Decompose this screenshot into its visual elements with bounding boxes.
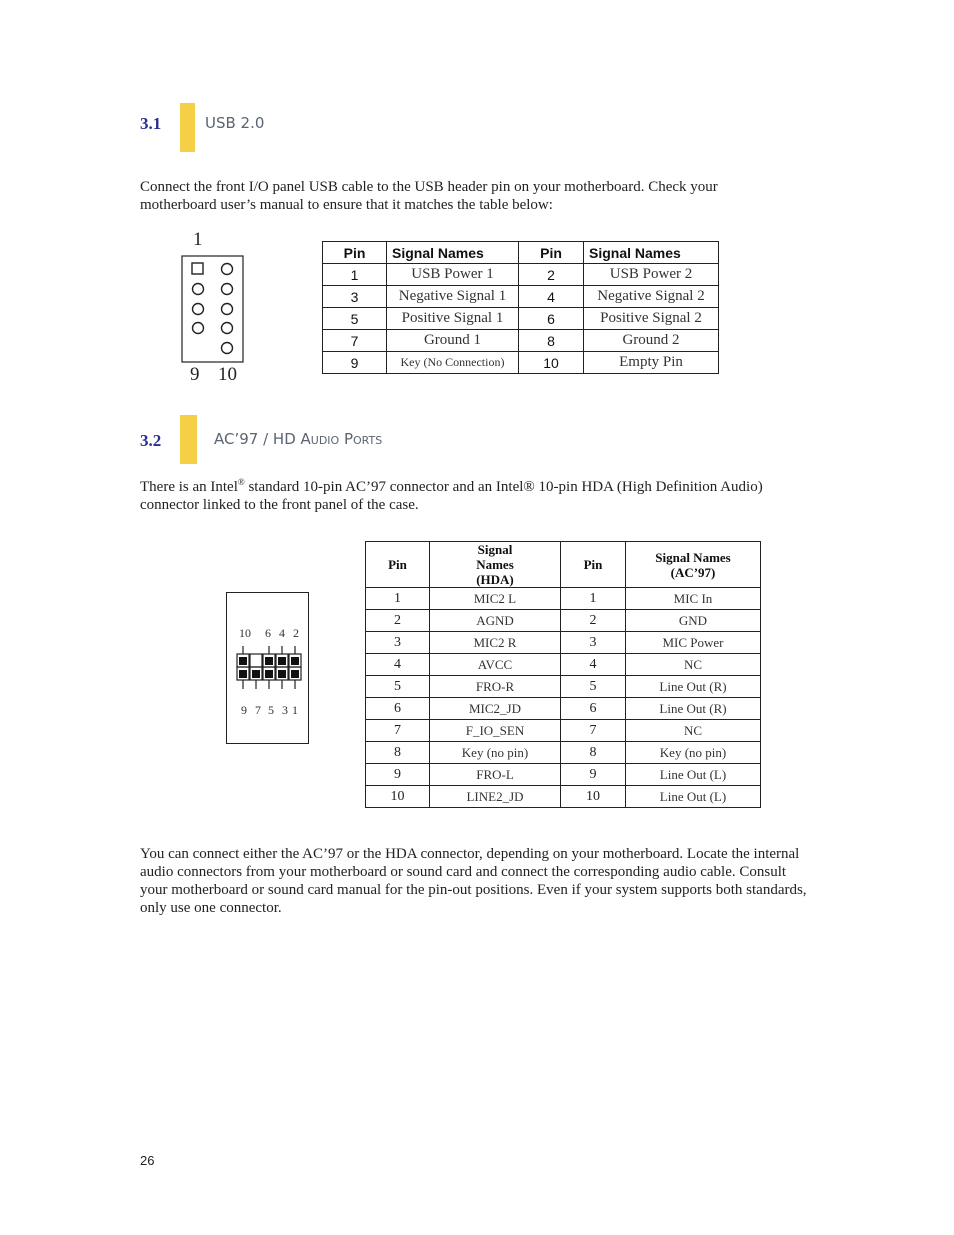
audio-pin-4 <box>278 657 286 665</box>
pin-cell: 8 <box>366 742 430 764</box>
para1-part-a: There is an Intel <box>140 479 238 495</box>
audio-pin-10 <box>239 657 247 665</box>
pin-cell: 5 <box>561 676 626 698</box>
usb-header-pin-10-label: 10 <box>218 364 237 385</box>
para1-part-b: standard 10-pin AC’97 connector and an Intel® 10-pin HDA (High Definition Audio) connector linked to the front panel of the case. <box>140 479 763 513</box>
audio-header-pins <box>236 646 304 690</box>
pin-cell: 5 <box>366 676 430 698</box>
pin-cell: 8 <box>519 330 584 352</box>
signal-cell: MIC2 L <box>430 588 561 610</box>
pin-cell: 9 <box>323 352 387 374</box>
audio-pin-6 <box>265 657 273 665</box>
signal-cell: Empty Pin <box>584 352 719 374</box>
pin-cell: 10 <box>561 786 626 808</box>
pin-cell: 7 <box>561 720 626 742</box>
section-3-1-title: USB 2.0 <box>205 114 265 132</box>
audio-pin-label-top: 10 <box>239 626 251 640</box>
signal-cell: Negative Signal 1 <box>387 286 519 308</box>
table-row <box>323 352 719 374</box>
pin-cell: 6 <box>519 308 584 330</box>
audio-pin-label-bottom: 5 <box>268 703 274 717</box>
section-3-2-title-prefix: AC’97 / HD <box>214 430 301 448</box>
signal-cell: Ground 1 <box>387 330 519 352</box>
pin-cell: 2 <box>519 264 584 286</box>
signal-cell: USB Power 2 <box>584 264 719 286</box>
pin-cell: 3 <box>561 632 626 654</box>
audio-pin-9 <box>239 670 247 678</box>
column-header-pin: Pin <box>561 542 626 588</box>
audio-pin-label-top: 4 <box>279 626 285 640</box>
pin-cell: 1 <box>323 264 387 286</box>
signal-cell: Positive Signal 2 <box>584 308 719 330</box>
pin-cell: 4 <box>519 286 584 308</box>
section-3-2-title-smallcaps: Audio Ports <box>300 430 383 448</box>
signal-cell: MIC Power <box>626 632 761 654</box>
usb-pin-1-square <box>192 263 203 274</box>
usb-header-diagram <box>180 255 246 363</box>
audio-pin-5 <box>265 670 273 678</box>
signal-cell: Key (No Connection) <box>387 352 519 374</box>
signal-cell: MIC In <box>626 588 761 610</box>
page-number: 26 <box>140 1153 155 1168</box>
pin-cell: 7 <box>366 720 430 742</box>
signal-cell: MIC2 R <box>430 632 561 654</box>
pin-cell: 10 <box>366 786 430 808</box>
registered-mark: ® <box>237 477 245 487</box>
signal-cell: FRO-R <box>430 676 561 698</box>
pin-cell: 9 <box>366 764 430 786</box>
signal-cell: GND <box>626 610 761 632</box>
signal-cell: Ground 2 <box>584 330 719 352</box>
table-row <box>323 330 719 352</box>
pin-cell: 3 <box>323 286 387 308</box>
section-3-2-paragraph-1 <box>140 473 790 514</box>
table-row <box>323 264 719 286</box>
audio-pin-3 <box>278 670 286 678</box>
signal-cell: AVCC <box>430 654 561 676</box>
column-header-signal-names-hda: Signal Names (HDA) <box>430 542 561 588</box>
section-3-2-number: 3.2 <box>140 431 162 450</box>
audio-pin-7 <box>252 670 260 678</box>
table-row <box>366 720 761 742</box>
audio-pin-label-bottom: 1 <box>292 703 298 717</box>
pin-cell: 2 <box>561 610 626 632</box>
usb-pin-10 <box>222 343 233 354</box>
signal-cell: Line Out (R) <box>626 676 761 698</box>
signal-cell: Line Out (L) <box>626 764 761 786</box>
audio-pin-table <box>365 541 761 808</box>
table-row <box>366 698 761 720</box>
usb-header-pin-9-label: 9 <box>190 364 200 385</box>
table-header-row <box>323 242 719 264</box>
table-row <box>366 588 761 610</box>
audio-pin-1 <box>291 670 299 678</box>
pin-cell: 6 <box>366 698 430 720</box>
signal-cell: LINE2_JD <box>430 786 561 808</box>
signal-cell: NC <box>626 654 761 676</box>
pin-cell: 2 <box>366 610 430 632</box>
usb-pin-3 <box>193 284 204 295</box>
pin-cell: 9 <box>561 764 626 786</box>
signal-cell: Line Out (L) <box>626 786 761 808</box>
audio-pin-label-bottom: 9 <box>241 703 247 717</box>
section-3-1-number: 3.1 <box>140 114 162 133</box>
pin-cell: 6 <box>561 698 626 720</box>
signal-cell: AGND <box>430 610 561 632</box>
audio-pin-label-top: 6 <box>265 626 271 640</box>
usb-pin-6 <box>222 304 233 315</box>
pin-cell: 1 <box>366 588 430 610</box>
table-row <box>323 286 719 308</box>
pin-cell: 1 <box>561 588 626 610</box>
table-header-row <box>366 542 761 588</box>
audio-pin-2 <box>291 657 299 665</box>
table-row <box>366 610 761 632</box>
column-header-pin: Pin <box>323 242 387 264</box>
section-3-2-paragraph-2: You can connect either the AC’97 or the HDA connector, depending on your motherboard. Locate the internal audio connectors from your motherboard or sound card and connect the corresponding audio cable. Consult your motherboard or sound card manual for the pin-out positions. Even if your system supports both standards, only use one connector. <box>140 846 807 916</box>
pin-cell: 5 <box>323 308 387 330</box>
signal-cell: MIC2_JD <box>430 698 561 720</box>
audio-pin-label-bottom: 7 <box>255 703 261 717</box>
table-row <box>366 654 761 676</box>
section-3-2-accent-bar <box>180 415 197 464</box>
audio-pin-label-top: 2 <box>293 626 299 640</box>
table-row <box>366 676 761 698</box>
usb-header-pin-1-label: 1 <box>193 229 203 250</box>
pin-cell: 4 <box>561 654 626 676</box>
column-header-signal-names: Signal Names <box>584 242 719 264</box>
signal-cell: Positive Signal 1 <box>387 308 519 330</box>
signal-cell: FRO-L <box>430 764 561 786</box>
usb-pin-4 <box>222 284 233 295</box>
section-3-1-paragraph: Connect the front I/O panel USB cable to the USB header pin on your motherboard. Check your motherboard user’s manual to ensure that it matches the table below: <box>140 179 718 213</box>
usb-pin-2 <box>222 264 233 275</box>
signal-cell: NC <box>626 720 761 742</box>
column-header-pin: Pin <box>366 542 430 588</box>
pin-cell: 4 <box>366 654 430 676</box>
pin-cell: 10 <box>519 352 584 374</box>
audio-pin-label-bottom: 3 <box>282 703 288 717</box>
signal-cell: Negative Signal 2 <box>584 286 719 308</box>
column-header-pin: Pin <box>519 242 584 264</box>
section-3-1-accent-bar <box>180 103 195 152</box>
usb-pin-5 <box>193 304 204 315</box>
pin-cell: 3 <box>366 632 430 654</box>
signal-cell: Line Out (R) <box>626 698 761 720</box>
column-header-signal-names: Signal Names <box>387 242 519 264</box>
signal-cell: Key (no pin) <box>626 742 761 764</box>
pin-cell: 7 <box>323 330 387 352</box>
usb-pin-8 <box>222 323 233 334</box>
table-row <box>366 764 761 786</box>
audio-pin-cell <box>250 654 262 667</box>
section-3-2-title <box>214 430 382 448</box>
pin-cell: 8 <box>561 742 626 764</box>
usb-pin-table <box>322 241 719 374</box>
table-row <box>323 308 719 330</box>
table-row <box>366 742 761 764</box>
table-row <box>366 786 761 808</box>
usb-header-outline <box>182 256 243 362</box>
signal-cell: F_IO_SEN <box>430 720 561 742</box>
usb-pin-7 <box>193 323 204 334</box>
table-row <box>366 632 761 654</box>
signal-cell: Key (no pin) <box>430 742 561 764</box>
signal-cell: USB Power 1 <box>387 264 519 286</box>
column-header-signal-names-ac97: Signal Names (AC’97) <box>626 542 761 588</box>
